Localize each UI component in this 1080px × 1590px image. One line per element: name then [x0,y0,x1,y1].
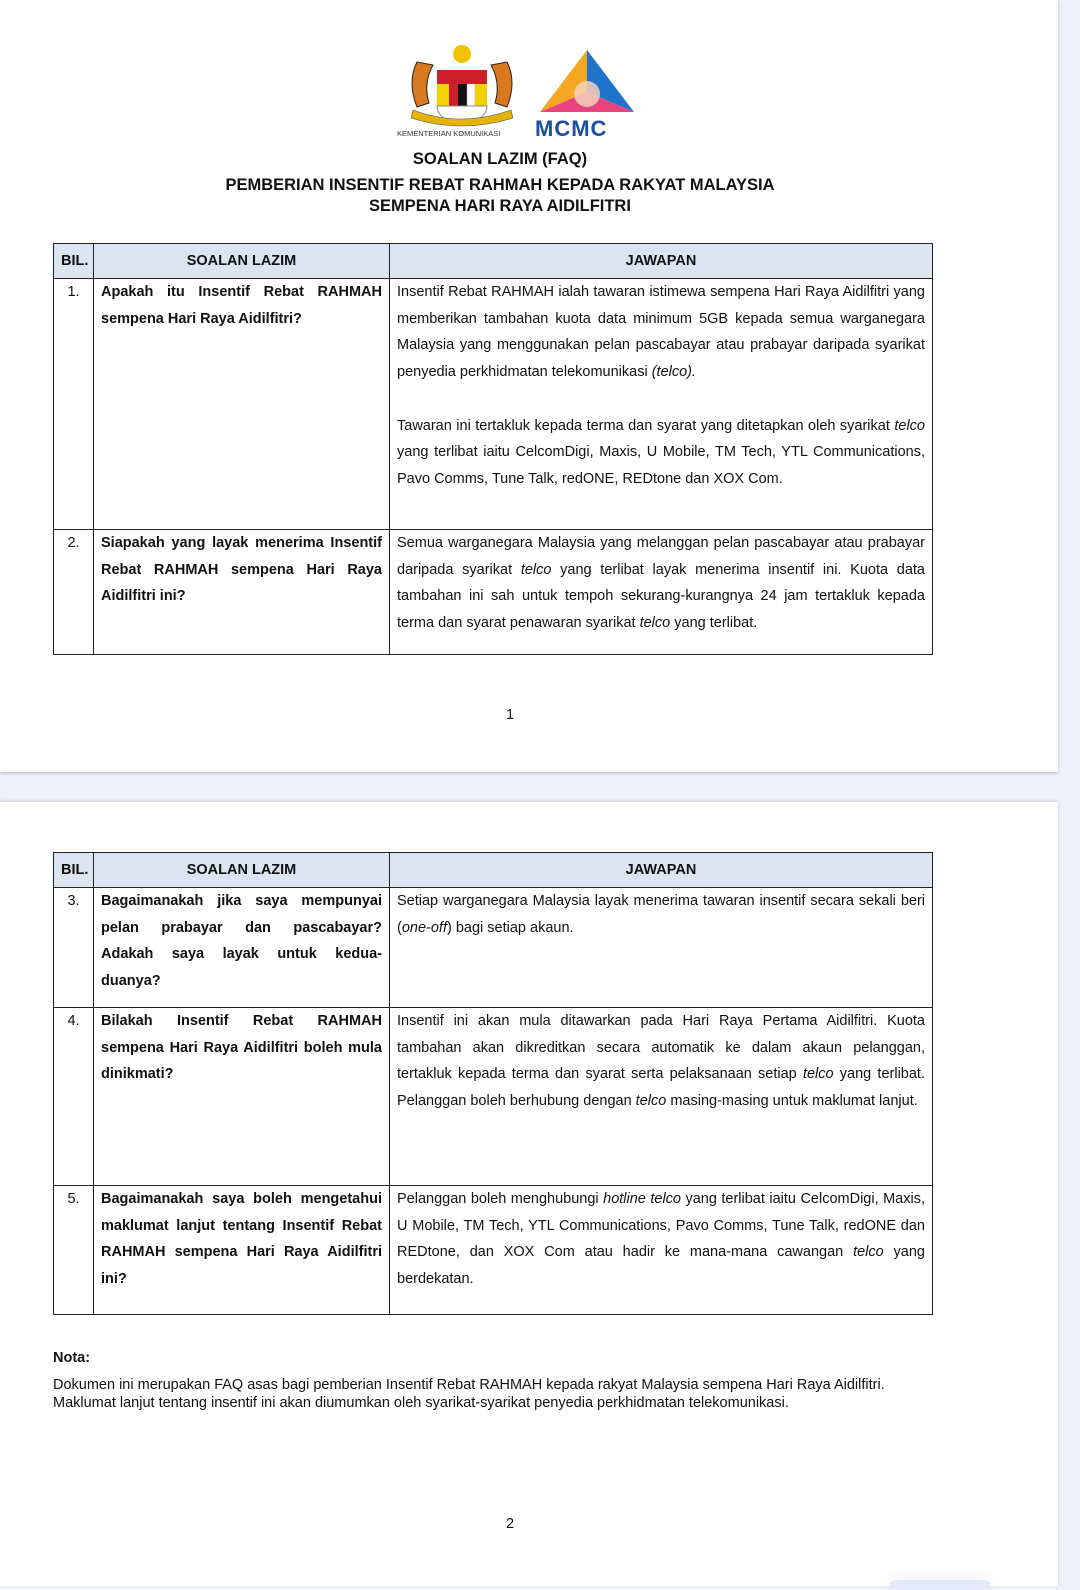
answer-paragraph [397,530,925,637]
coat-of-arms-and-mcmc-logo [395,40,645,140]
answer-text-italic: hotline telco [603,1191,681,1207]
header-logos [395,40,645,140]
answer-text: Tawaran ini tertakluk kepada terma dan syarat yang ditetapkan oleh syarikat [397,417,895,434]
answer-text-italic: (telco). [651,364,697,381]
page-number: 2 [505,1516,515,1532]
row-number: 2. [54,530,94,655]
svg-text:KEMENTERIAN KOMUNIKASI: KEMENTERIAN KOMUNIKASI [397,129,501,138]
answer-cell [390,1008,933,1186]
answer-text-italic: telco [635,1093,667,1110]
answer-cell [390,530,933,655]
answer-text: yang terlibat. Pelanggan boleh berhubung dengan [397,1066,925,1110]
header-jawapan: JAWAPAN [390,244,933,279]
table-header-row [54,853,933,888]
answer-cell [390,279,933,530]
header-bil: BIL. [54,244,94,279]
row-number: 5. [54,1186,94,1315]
answer-text-italic: telco [802,1066,834,1083]
answer-text: ) bagi setiap akaun. [447,919,574,936]
answer-paragraph [397,1186,925,1293]
header-bil: BIL. [54,853,94,888]
document-page-1 [0,0,1058,772]
answer-text: yang berdekatan. [397,1244,925,1288]
answer-text-italic: telco [853,1244,884,1261]
row-number: 1. [54,279,94,530]
question-text: Siapakah yang layak menerima Insentif Rebat RAHMAH sempena Hari Raya Aidilfitri ini? [94,530,390,655]
answer-paragraph [397,413,925,493]
note-text-line-1: Dokumen ini merupakan FAQ asas bagi pemberian Insentif Rebat RAHMAH kepada rakyat Malaysia sempena Hari Raya Aidilfitri. [53,1377,885,1393]
svg-text:MCMC: MCMC [535,116,608,140]
page-number: 1 [505,707,515,723]
answer-text: Semua warganegara Malaysia yang melanggan pelan pascabayar atau prabayar daripada syarikat [397,535,925,578]
question-text: Bilakah Insentif Rebat RAHMAH sempena Hari Raya Aidilfitri boleh mula dinikmati? [94,1008,390,1186]
answer-text: yang terlibat iaitu CelcomDigi, Maxis, U Mobile, TM Tech, YTL Communications, Pavo Comms, Tune Talk, redONE dan REDtone, dan XOX Com atau hadir ke mana-mana cawangan [397,1191,925,1261]
mcmc-logo-icon [535,50,634,140]
table-row [54,1008,933,1186]
faq-table-page-2 [53,852,933,1315]
document-subtitle-line-1: PEMBERIAN INSENTIF REBAT RAHMAH KEPADA RAKYAT MALAYSIA [225,176,775,194]
header-jawapan: JAWAPAN [390,853,933,888]
answer-paragraph [397,1008,925,1115]
answer-paragraph [397,279,925,386]
question-text: Bagaimanakah saya boleh mengetahui maklumat lanjut tentang Insentif Rebat RAHMAH sempena Hari Raya Aidilfitri ini? [94,1186,390,1315]
answer-text-italic: telco [639,615,671,632]
answer-cell [390,1186,933,1315]
table-row [54,279,933,530]
answer-text-italic: one-off [401,919,447,936]
answer-text: masing-masing untuk maklumat lanjut. [666,1093,918,1110]
row-number: 4. [54,1008,94,1186]
header-soalan-lazim: SOALAN LAZIM [94,244,390,279]
note-label: Nota: [53,1350,91,1366]
scroll-indicator[interactable] [890,1580,990,1590]
note-text-line-2: Maklumat lanjut tentang insentif ini akan diumumkan oleh syarikat-syarikat penyedia perkhidmatan telekomunikasi. [53,1395,789,1411]
coat-of-arms-icon [397,45,513,138]
answer-text: Setiap warganegara Malaysia layak menerima tawaran insentif secara sekali beri ( [397,893,925,936]
document-subtitle-line-2: SEMPENA HARI RAYA AIDILFITRI [369,197,631,215]
question-text: Apakah itu Insentif Rebat RAHMAH sempena Hari Raya Aidilfitri? [94,279,390,530]
row-number: 3. [54,888,94,1008]
document-page-2 [0,802,1058,1586]
header-soalan-lazim: SOALAN LAZIM [94,853,390,888]
answer-text: yang terlibat iaitu CelcomDigi, Maxis, U Mobile, TM Tech, YTL Communications, Pavo Comms, Tune Talk, redONE, REDtone dan XOX Com. [397,444,925,487]
table-row [54,1186,933,1315]
answer-text: Insentif Rebat RAHMAH ialah tawaran istimewa sempena Hari Raya Aidilfitri yang memberikan tambahan kuota data minimum 5GB kepada semua warganegara Malaysia yang menggunakan pelan pascabayar atau prabayar daripada syarikat penyedia perkhidmatan telekomunikasi [397,284,925,381]
answer-cell [390,888,933,1008]
answer-text: Insentif ini akan mula ditawarkan pada Hari Raya Pertama Aidilfitri. Kuota tambahan akan dikreditkan secara automatik ke dalam akaun pelanggan, tertakluk kepada terma dan syarat serta pelaksanaan setiap [397,1013,925,1083]
answer-text: yang terlibat. [670,615,758,632]
table-header-row [54,244,933,279]
answer-paragraph [397,888,925,941]
document-title: SOALAN LAZIM (FAQ) [412,150,588,168]
answer-text-italic: telco [894,417,925,434]
viewer-scrollbar-track[interactable] [1058,0,1080,1586]
table-row [54,530,933,655]
answer-text: Pelanggan boleh menghubungi [397,1191,604,1207]
table-row [54,888,933,1008]
answer-text-italic: telco [520,561,552,578]
answer-text: yang terlibat layak menerima insentif ini. Kuota data tambahan ini sah untuk tempoh sekurang-kurangnya 24 jam tertakluk kepada terma dan syarat penawaran syarikat [397,561,925,632]
question-text: Bagaimanakah jika saya mempunyai pelan prabayar dan pascabayar? Adakah saya layak untuk kedua-duanya? [94,888,390,1008]
faq-table-page-1 [53,243,933,655]
